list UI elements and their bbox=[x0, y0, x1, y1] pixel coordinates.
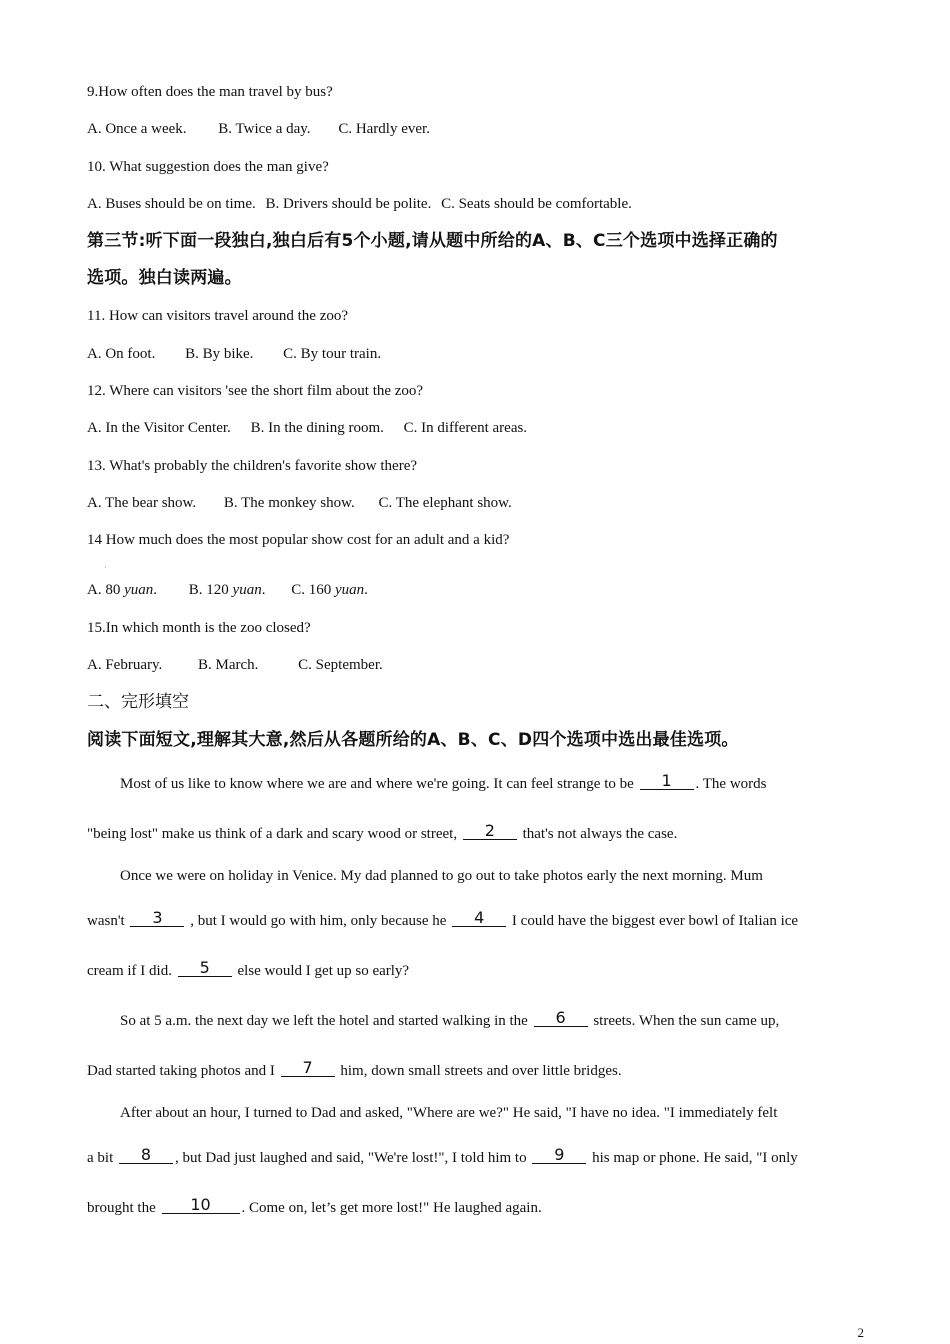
blank-2[interactable]: 2 bbox=[463, 823, 517, 840]
option-a: A. In the Visitor Center. bbox=[87, 420, 231, 436]
passage-line: So at 5 a.m. the next day we left the hotel and started walking in the 6 streets. When the sun came up, bbox=[120, 1008, 780, 1029]
option-c: C. The elephant show. bbox=[378, 495, 512, 511]
question-15-options bbox=[87, 655, 383, 675]
option-b: B. March. bbox=[198, 657, 259, 673]
passage-line: a bit 8 , but Dad just laughed and said, "We're lost!", I told him to 9 his map or phone. He said, "I only bbox=[87, 1145, 798, 1166]
passage-line: cream if I did. 5 else would I get up so early? bbox=[87, 958, 410, 979]
blank-5[interactable]: 5 bbox=[178, 960, 232, 977]
option-b: B. Twice a day. bbox=[218, 121, 311, 137]
question-10: 10. What suggestion does the man give? bbox=[87, 159, 329, 175]
option-b: B. In the dining room. bbox=[250, 420, 384, 436]
blank-6[interactable]: 6 bbox=[534, 1010, 588, 1027]
option-c: C. Seats should be comfortable. bbox=[441, 196, 632, 212]
question-10-options bbox=[87, 194, 632, 214]
passage-line: brought the 10 . Come on, let’s get more lost!" He laughed again. bbox=[87, 1195, 542, 1216]
option-c: C. Hardly ever. bbox=[338, 121, 430, 137]
question-14-options bbox=[87, 580, 368, 600]
question-15: 15.In which month is the zoo closed? bbox=[87, 620, 311, 636]
option-b: B. By bike. bbox=[185, 346, 254, 362]
question-13: 13. What's probably the children's favorite show there? bbox=[87, 458, 418, 474]
passage-line: Once we were on holiday in Venice. My dad planned to go out to take photos early the next morning. Mum bbox=[120, 868, 763, 884]
question-13-options bbox=[87, 493, 512, 513]
option-b: B. Drivers should be polite. bbox=[265, 196, 432, 212]
blank-9[interactable]: 9 bbox=[532, 1147, 586, 1164]
part-2-instruction: 阅读下面短文,理解其大意,然后从各题所给的A、B、C、D四个选项中选出最佳选项。 bbox=[87, 730, 739, 750]
option-c: C. By tour train. bbox=[283, 346, 382, 362]
question-14: 14 How much does the most popular show cost for an adult and a kid? bbox=[87, 532, 510, 548]
question-11-options bbox=[87, 344, 381, 364]
option-c: C. September. bbox=[298, 657, 383, 673]
blank-1[interactable]: 1 bbox=[640, 773, 694, 790]
blank-10[interactable]: 10 bbox=[162, 1197, 240, 1214]
question-12-options bbox=[87, 418, 527, 438]
question-12: 12. Where can visitors 'see the short film about the zoo? bbox=[87, 383, 424, 399]
question-11: 11. How can visitors travel around the zoo? bbox=[87, 308, 349, 324]
option-b: B. The monkey show. bbox=[223, 495, 355, 511]
blank-8[interactable]: 8 bbox=[119, 1147, 173, 1164]
blank-3[interactable]: 3 bbox=[130, 910, 184, 927]
blank-7[interactable]: 7 bbox=[281, 1060, 335, 1077]
option-a: A. February. bbox=[87, 657, 163, 673]
question-9-options bbox=[87, 119, 430, 139]
option-a: A. The bear show. bbox=[87, 495, 197, 511]
section-3-heading-line1: 第三节:听下面一段独白,独白后有5个小题,请从题中所给的A、B、C三个选项中选择正确的 bbox=[87, 231, 778, 251]
section-3-heading-line2: 选项。独白读两遍。 bbox=[87, 268, 242, 288]
option-a: A. Once a week. bbox=[87, 121, 187, 137]
passage-line: After about an hour, I turned to Dad and asked, "Where are we?" He said, "I have no idea. "I immediately felt bbox=[120, 1105, 778, 1121]
blank-4[interactable]: 4 bbox=[452, 910, 506, 927]
option-c: C. 160 yuan. bbox=[291, 582, 368, 598]
option-c: C. In different areas. bbox=[403, 420, 528, 436]
part-2-title: 二、完形填空 bbox=[87, 692, 189, 712]
option-a: A. Buses should be on time. bbox=[87, 196, 256, 212]
option-a: A. On foot. bbox=[87, 346, 156, 362]
passage-line: Most of us like to know where we are and where we're going. It can feel strange to be 1 . The words bbox=[120, 771, 767, 792]
passage-line: "being lost" make us think of a dark and scary wood or street, 2 that's not always the case. bbox=[87, 821, 678, 842]
passage-line: wasn't 3 , but I would go with him, only because he 4 I could have the biggest ever bowl of Italian ice bbox=[87, 908, 799, 929]
option-b: B. 120 yuan. bbox=[188, 582, 266, 598]
passage-line: Dad started taking photos and I 7 him, down small streets and over little bridges. bbox=[87, 1058, 622, 1079]
stray-mark: · bbox=[104, 563, 107, 572]
page-number: 2 bbox=[857, 1325, 864, 1340]
question-9: 9.How often does the man travel by bus? bbox=[87, 84, 333, 100]
option-a: A. 80 yuan. bbox=[87, 582, 158, 598]
